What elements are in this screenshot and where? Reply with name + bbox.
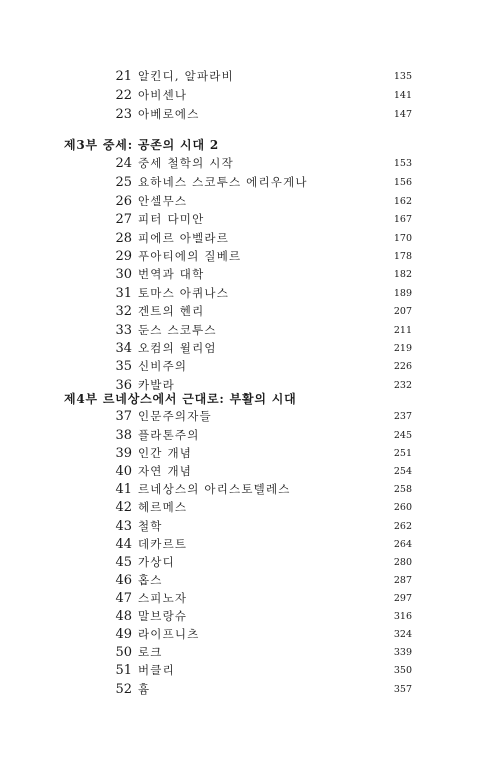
chapter-number: 43 [115, 519, 132, 534]
page-number: 254 [393, 466, 412, 477]
chapter-title: 신비주의 [138, 359, 188, 373]
page-number: 260 [393, 502, 412, 513]
chapter-title: 철학 [138, 519, 163, 533]
chapter-title: 말브랑슈 [138, 609, 188, 623]
page-number: 178 [393, 251, 412, 262]
chapter-title: 아베로에스 [138, 107, 200, 121]
chapter-title: 흄 [138, 682, 151, 696]
chapter-title: 피터 다미안 [138, 212, 205, 226]
chapter-number: 47 [115, 591, 132, 606]
chapter-title: 중세 철학의 시작 [138, 156, 234, 170]
chapter-number: 33 [115, 323, 132, 338]
page-number: 350 [393, 665, 412, 676]
chapter-number: 36 [115, 378, 132, 393]
chapter-title: 인문주의자들 [138, 409, 212, 423]
toc-entry [0, 625, 500, 644]
page-number: 357 [393, 684, 412, 695]
chapter-title: 오컴의 윌리엄 [138, 341, 217, 355]
chapter-title: 둔스 스코투스 [138, 323, 217, 337]
toc-entry [0, 680, 500, 699]
chapter-number: 40 [115, 464, 132, 479]
chapter-number: 44 [115, 537, 132, 552]
chapter-title: 르네상스의 아리스토텔레스 [138, 482, 291, 496]
toc-entry [0, 265, 500, 284]
chapter-number: 24 [115, 156, 132, 171]
toc-entry [0, 302, 500, 321]
chapter-title: 인간 개념 [138, 446, 193, 460]
chapter-title: 로크 [138, 645, 163, 659]
chapter-number: 52 [115, 682, 132, 697]
chapter-number: 34 [115, 341, 132, 356]
toc-entry [0, 357, 500, 376]
chapter-title: 플라톤주의 [138, 428, 200, 442]
chapter-number: 22 [115, 88, 132, 103]
chapter-number: 35 [115, 359, 132, 374]
page-number: 316 [393, 611, 412, 622]
chapter-number: 30 [115, 267, 132, 282]
page-number: 170 [393, 233, 412, 244]
page-number: 339 [393, 647, 412, 658]
chapter-title: 헤르메스 [138, 500, 188, 514]
page-number: 219 [393, 343, 412, 354]
toc-entry [0, 498, 500, 517]
page-number: 324 [393, 629, 412, 640]
toc-entry [0, 229, 500, 248]
toc-entry [0, 607, 500, 626]
chapter-title: 알킨디, 알파라비 [138, 69, 234, 83]
page-number: 287 [393, 575, 412, 586]
chapter-number: 50 [115, 645, 132, 660]
chapter-title: 가상디 [138, 555, 175, 569]
page-number: 226 [393, 361, 412, 372]
page-number: 264 [393, 539, 412, 550]
chapter-number: 31 [115, 286, 132, 301]
chapter-title: 카발라 [138, 378, 175, 392]
chapter-number: 49 [115, 627, 132, 642]
page-number: 211 [393, 325, 412, 336]
page-number: 156 [393, 177, 412, 188]
chapter-number: 23 [115, 107, 132, 122]
toc-entry [0, 284, 500, 303]
chapter-number: 26 [115, 194, 132, 209]
part-4-heading: 제4부 르네상스에서 근대로: 부활의 시대 [64, 392, 297, 406]
page-number: 135 [393, 71, 412, 82]
toc-entry [0, 589, 500, 608]
page-number: 280 [393, 557, 412, 568]
toc-entry [0, 86, 500, 105]
chapter-title: 라이프니츠 [138, 627, 200, 641]
chapter-title: 푸아티에의 질베르 [138, 249, 242, 263]
chapter-title: 피에르 아벨라르 [138, 231, 230, 245]
chapter-number: 25 [115, 175, 132, 190]
toc-entry [0, 535, 500, 554]
toc-entry [0, 192, 500, 211]
chapter-title: 아비센나 [138, 88, 188, 102]
page-number: 297 [393, 593, 412, 604]
toc-entry [0, 426, 500, 445]
toc-entry [0, 517, 500, 536]
chapter-title: 요하네스 스코투스 에리우게나 [138, 175, 308, 189]
toc-entry [0, 462, 500, 481]
toc-entry [0, 571, 500, 590]
toc-entry [0, 247, 500, 266]
page-number: 237 [393, 411, 412, 422]
chapter-number: 37 [115, 409, 132, 424]
page-number: 147 [393, 109, 412, 120]
chapter-title: 자연 개념 [138, 464, 193, 478]
chapter-title: 번역과 대학 [138, 267, 205, 281]
chapter-number: 42 [115, 500, 132, 515]
page-number: 251 [393, 448, 412, 459]
chapter-number: 21 [115, 69, 132, 84]
chapter-title: 버클리 [138, 663, 175, 677]
toc-entry [0, 67, 500, 86]
page-number: 207 [393, 306, 412, 317]
part-3-heading: 제3부 중세: 공존의 시대 2 [64, 138, 219, 152]
chapter-title: 데카르트 [138, 537, 188, 551]
toc-entry [0, 321, 500, 340]
page-number: 245 [393, 430, 412, 441]
page-number: 153 [393, 158, 412, 169]
chapter-title: 겐트의 헨리 [138, 304, 205, 318]
chapter-title: 토마스 아퀴나스 [138, 286, 230, 300]
chapter-number: 46 [115, 573, 132, 588]
toc-entry [0, 553, 500, 572]
chapter-title: 스피노자 [138, 591, 188, 605]
toc-entry [0, 105, 500, 124]
page-number: 262 [393, 521, 412, 532]
toc-entry [0, 480, 500, 499]
toc-entry [0, 643, 500, 662]
toc-entry [0, 210, 500, 229]
toc-entry [0, 173, 500, 192]
page-number: 182 [393, 269, 412, 280]
page-number: 232 [393, 380, 412, 391]
chapter-number: 29 [115, 249, 132, 264]
chapter-number: 38 [115, 428, 132, 443]
chapter-number: 48 [115, 609, 132, 624]
toc-entry [0, 339, 500, 358]
page-number: 162 [393, 196, 412, 207]
page-number: 141 [393, 90, 412, 101]
chapter-number: 39 [115, 446, 132, 461]
chapter-number: 32 [115, 304, 132, 319]
chapter-title: 홉스 [138, 573, 163, 587]
chapter-number: 27 [115, 212, 132, 227]
chapter-number: 51 [115, 663, 132, 678]
page-number: 258 [393, 484, 412, 495]
toc-entry [0, 444, 500, 463]
chapter-number: 28 [115, 231, 132, 246]
toc-entry [0, 154, 500, 173]
chapter-title: 안셀무스 [138, 194, 188, 208]
page-number: 189 [393, 288, 412, 299]
chapter-number: 45 [115, 555, 132, 570]
page-number: 167 [393, 214, 412, 225]
toc-entry [0, 407, 500, 426]
toc-entry [0, 661, 500, 680]
chapter-number: 41 [115, 482, 132, 497]
